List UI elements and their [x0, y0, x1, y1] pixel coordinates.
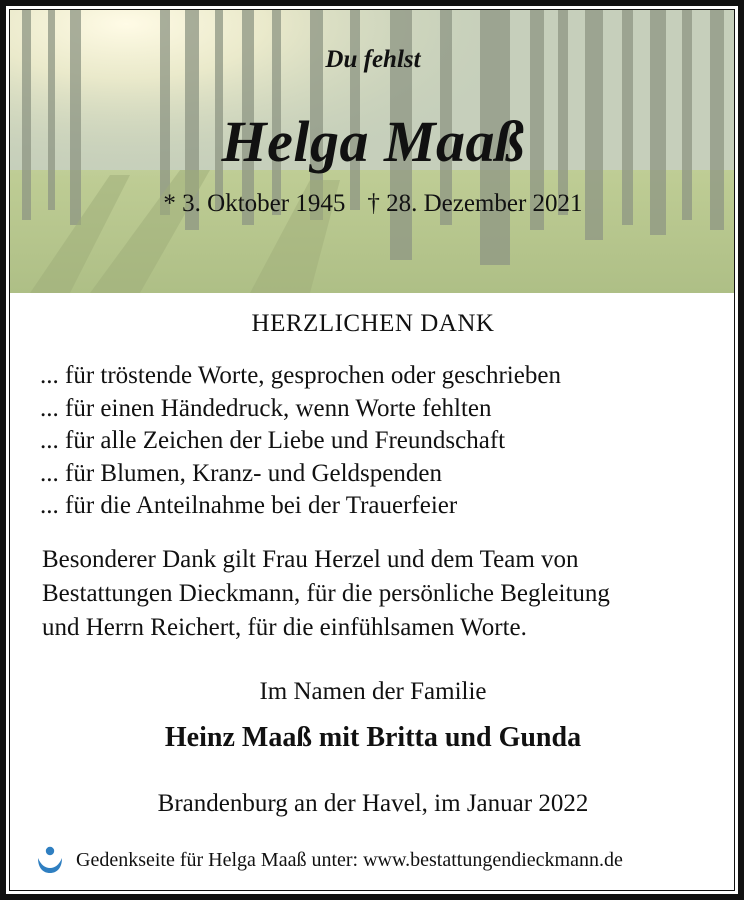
list-item: ... für Blumen, Kranz- und Geldspenden — [40, 459, 442, 487]
memorial-page-link[interactable]: Gedenkseite für Helga Maaß unter: www.bestattungendieckmann.de — [76, 848, 623, 871]
special-thanks — [42, 543, 722, 645]
birth-date: * 3. Oktober 1945 — [163, 190, 346, 217]
list-item: ... für einen Händedruck, wenn Worte fehlten — [40, 394, 492, 422]
thanks-title: HERZLICHEN DANK — [251, 310, 495, 337]
list-item: ... für alle Zeichen der Liebe und Freundschaft — [40, 427, 506, 454]
special-thanks-line: Bestattungen Dieckmann, für die persönliche Begleitung — [42, 580, 610, 607]
list-item: ... für tröstende Worte, gesprochen oder geschrieben — [40, 362, 561, 389]
place-date: Brandenburg an der Havel, im Januar 2022 — [157, 790, 589, 817]
special-thanks-line: Besonderer Dank gilt Frau Herzel und dem Team von — [42, 546, 579, 573]
obituary-card — [9, 9, 735, 891]
deceased-name: Helga Maaß — [221, 109, 525, 174]
family-names: Heinz Maaß mit Britta und Gunda — [164, 722, 582, 753]
special-thanks-line: und Herrn Reichert, für die einfühlsamen Worte. — [42, 614, 527, 641]
thanks-list — [40, 360, 720, 523]
list-item: ... für die Anteilnahme bei der Trauerfeier — [40, 492, 458, 519]
subtitle: Du fehlst — [325, 46, 421, 73]
memorial-logo-icon — [34, 844, 66, 876]
family-intro: Im Namen der Familie — [259, 678, 487, 705]
life-dates — [10, 190, 735, 218]
death-date: † 28. Dezember 2021 — [367, 190, 583, 217]
footer — [34, 843, 724, 877]
